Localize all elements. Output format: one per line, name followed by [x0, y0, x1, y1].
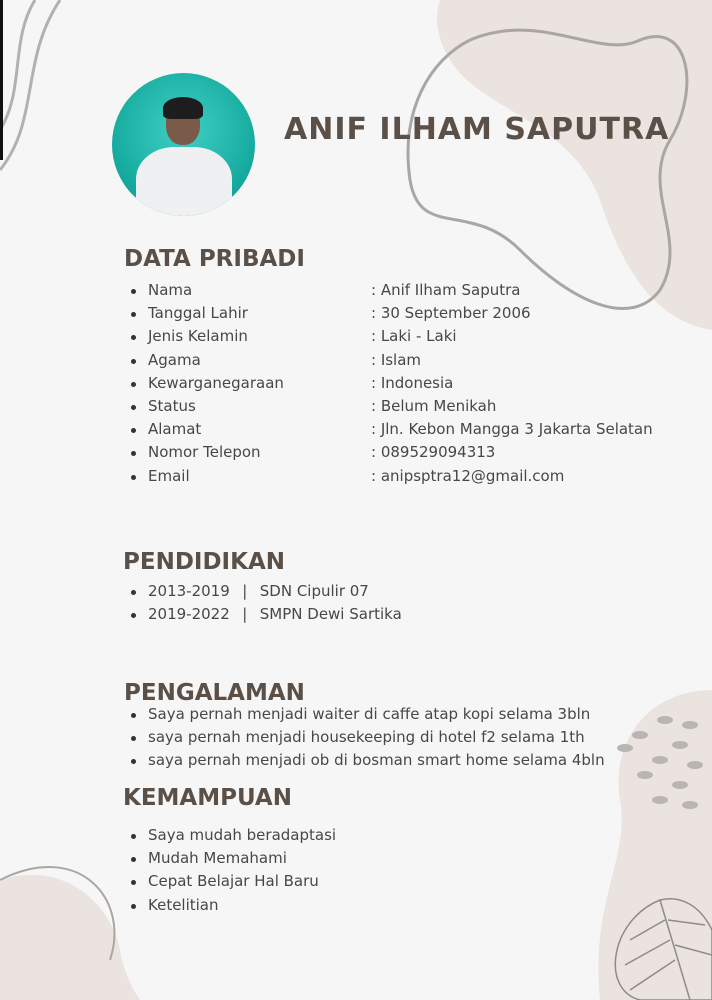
- field-label: Nama: [148, 281, 193, 299]
- field-value: : Anif Ilham Saputra: [371, 281, 521, 299]
- section-title-pendidikan: PENDIDIKAN: [123, 549, 285, 575]
- section-title-kemampuan: KEMAMPUAN: [123, 785, 292, 811]
- list-item: [128, 372, 688, 395]
- field-value: : 30 September 2006: [371, 304, 531, 323]
- skills-list: [128, 824, 336, 917]
- field-value: : Indonesia: [371, 373, 454, 392]
- education-school: SMPN Dewi Sartika: [259, 605, 402, 624]
- list-item: [128, 603, 402, 626]
- separator: |: [242, 582, 248, 600]
- list-item: [128, 441, 688, 464]
- list-item: [128, 279, 688, 302]
- field-label: Nomor Telepon: [148, 443, 261, 462]
- list-item: Saya pernah menjadi waiter di caffe atap kopi selama 3bln: [128, 703, 605, 726]
- separator: |: [242, 605, 248, 624]
- field-value: : Belum Menikah: [371, 396, 497, 415]
- bottom-right-blob: [598, 690, 712, 1000]
- list-item: [128, 580, 402, 603]
- education-school: SDN Cipulir 07: [259, 582, 369, 600]
- field-label: Alamat: [148, 420, 202, 439]
- list-item: Cepat Belajar Hal Baru: [128, 870, 336, 893]
- profile-photo: [112, 73, 255, 216]
- list-item: saya pernah menjadi housekeeping di hotel f2 selama 1th: [128, 726, 605, 749]
- field-label: Jenis Kelamin: [148, 327, 248, 346]
- list-item: Ketelitian: [128, 894, 336, 917]
- section-title-pengalaman: PENGALAMAN: [124, 680, 305, 706]
- candidate-name: ANIF ILHAM SAPUTRA: [284, 112, 670, 147]
- field-label: Status: [148, 396, 196, 415]
- list-item: [128, 418, 688, 441]
- field-label: Email: [148, 466, 190, 485]
- top-left-lines: [0, 0, 60, 170]
- field-value: : Jln. Kebon Mangga 3 Jakarta Selatan: [371, 420, 653, 439]
- field-label: Agama: [148, 350, 201, 369]
- list-item: [128, 302, 688, 325]
- bottom-left-blob: [0, 875, 140, 1000]
- field-value: : 089529094313: [371, 443, 496, 462]
- list-item: saya pernah menjadi ob di bosman smart home selama 4bln: [128, 749, 605, 772]
- education-years: 2013-2019: [148, 582, 230, 600]
- personal-data-list: [128, 279, 688, 488]
- list-item: [128, 395, 688, 418]
- field-value: : Islam: [371, 350, 422, 369]
- field-label: Tanggal Lahir: [148, 304, 248, 323]
- list-item: [128, 325, 688, 348]
- list-item: [128, 349, 688, 372]
- education-years: 2019-2022: [148, 605, 230, 624]
- education-list: [128, 580, 402, 626]
- field-label: Kewarganegaraan: [148, 373, 284, 392]
- field-value: : Laki - Laki: [371, 327, 457, 346]
- field-value: : anipsptra12@gmail.com: [371, 466, 565, 485]
- section-title-data-pribadi: DATA PRIBADI: [124, 246, 305, 272]
- list-item: Mudah Memahami: [128, 847, 336, 870]
- list-item: Saya mudah beradaptasi: [128, 824, 336, 847]
- experience-list: [128, 703, 605, 773]
- list-item: [128, 465, 688, 488]
